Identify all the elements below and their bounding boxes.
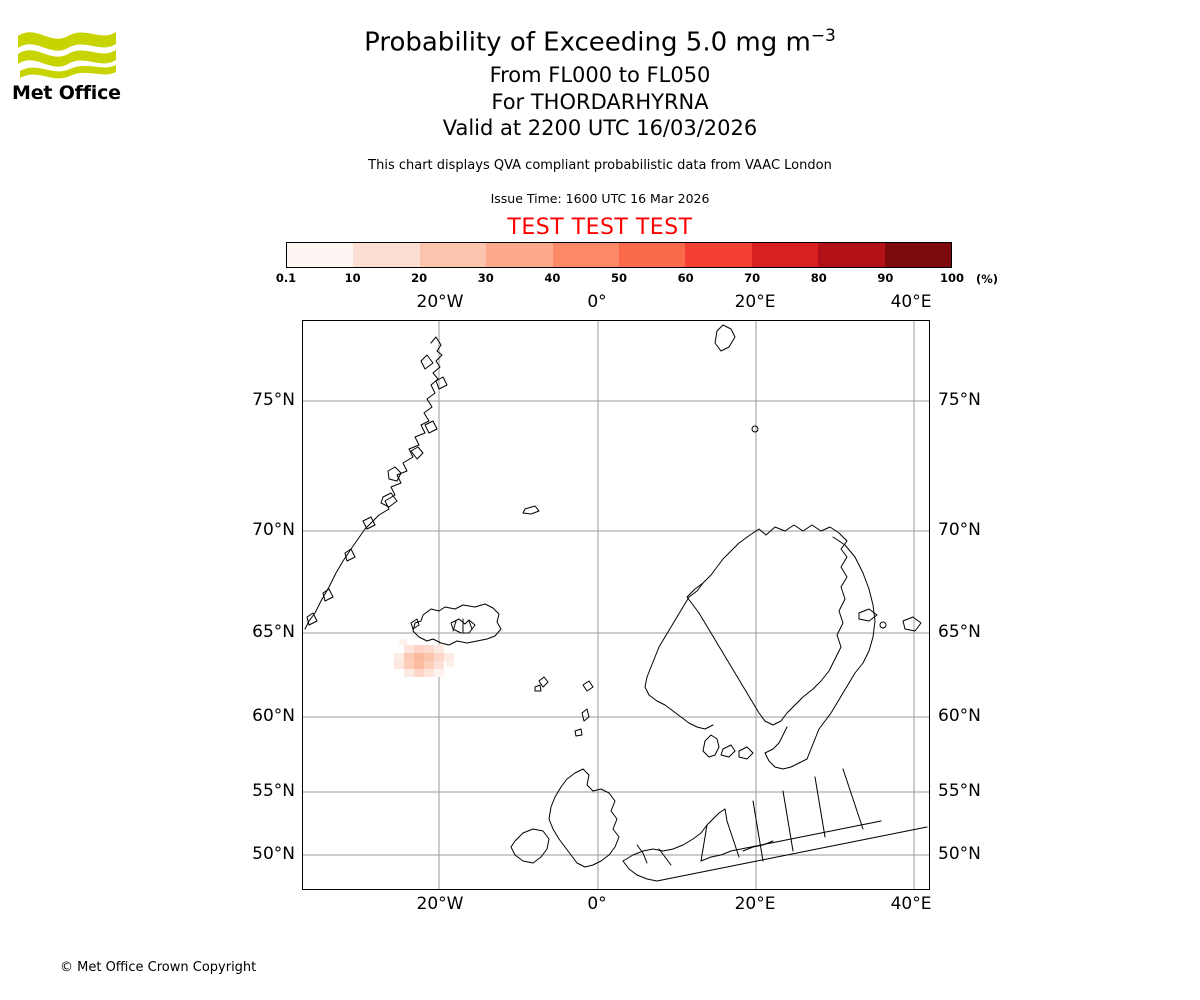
lat-tick-right-60n: 60°N [938,706,981,726]
copyright-notice: © Met Office Crown Copyright [60,960,257,975]
colourbar-segment-0 [287,243,353,267]
test-banner: TEST TEST TEST [507,215,693,240]
colourbar-segment-3 [486,243,552,267]
colourbar-tick-40: 40 [544,271,561,285]
valid-time: Valid at 2200 UTC 16/03/2026 [442,116,758,140]
lon-tick-top-40e: 40°E [890,292,932,312]
coastlines [305,325,927,881]
main-title-text: Probability of Exceeding 5.0 mg m [364,27,811,58]
lat-tick-left-75n: 75°N [252,390,295,410]
flight-level-range: From FL000 to FL050 [489,63,711,87]
lon-tick-top-20w: 20°W [416,292,464,312]
colourbar-tick-0.1: 0.1 [275,271,297,285]
colourbar-segment-8 [818,243,884,267]
map-svg [303,321,929,889]
issue-time: Issue Time: 1600 UTC 16 Mar 2026 [490,191,710,206]
colourbar-tick-100: 100 [939,271,965,285]
colourbar-gradient [286,242,952,268]
colourbar-tick-80: 80 [810,271,827,285]
lat-tick-right-75n: 75°N [938,390,981,410]
volcano-name: For THORDARHYRNA [491,90,709,114]
lon-tick-top-20e: 20°E [734,292,776,312]
colourbar-segment-5 [619,243,685,267]
lat-tick-right-55n: 55°N [938,781,981,801]
colourbar-tick-10: 10 [344,271,361,285]
colourbar-segment-7 [752,243,818,267]
colourbar [275,242,999,286]
lat-tick-right-50n: 50°N [938,844,981,864]
colourbar-tick-20: 20 [411,271,428,285]
met-office-logo-text: Met Office [12,82,121,104]
main-title-superscript: −3 [810,26,836,46]
lat-tick-right-65n: 65°N [938,622,981,642]
colourbar-segment-4 [553,243,619,267]
colourbar-tick-30: 30 [477,271,494,285]
colourbar-tick-50: 50 [610,271,628,285]
colourbar-segment-9 [885,243,951,267]
colourbar-segment-1 [353,243,419,267]
lat-tick-left-70n: 70°N [252,520,295,540]
colourbar-segment-6 [685,243,751,267]
lat-tick-left-50n: 50°N [252,844,295,864]
colourbar-tick-90: 90 [877,271,894,285]
colourbar-tick-70: 70 [744,271,761,285]
map-plot-area [302,320,930,890]
lat-tick-left-65n: 65°N [252,622,295,642]
ash-probability-cells [394,639,454,677]
lat-tick-left-60n: 60°N [252,706,295,726]
lat-tick-left-55n: 55°N [252,781,295,801]
lat-tick-right-70n: 70°N [938,520,981,540]
lon-tick-bottom-20w: 20°W [416,894,464,914]
colourbar-units: (%) [976,272,999,286]
lon-tick-bottom-0: 0° [587,894,607,914]
page-title [0,26,1200,58]
qva-note: This chart displays QVA compliant probabilistic data from VAAC London [368,158,832,173]
colourbar-segment-2 [420,243,486,267]
lon-tick-bottom-20e: 20°E [734,894,776,914]
colourbar-tick-60: 60 [677,271,694,285]
lon-tick-top-0: 0° [587,292,607,312]
lon-tick-bottom-40e: 40°E [890,894,932,914]
graticule [303,321,929,889]
